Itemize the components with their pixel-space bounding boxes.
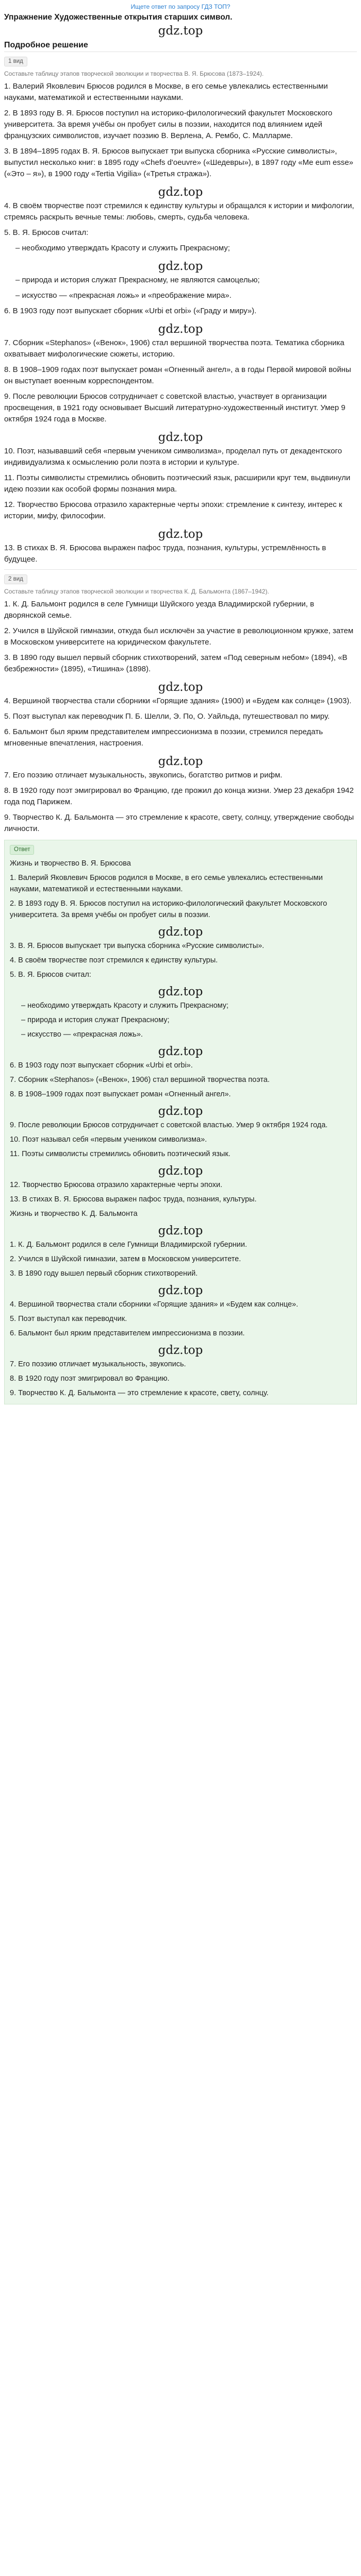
solution-paragraph: 8. В 1908–1909 годах поэт выпускает роман «Огненный ангел». — [10, 1090, 231, 1098]
solution-paragraph: 13. В стихах В. Я. Брюсова выражен пафос труда, познания, культуры. — [10, 1195, 257, 1204]
inline-watermark: gdz.top — [158, 1284, 203, 1297]
inline-watermark: gdz.top — [158, 1344, 203, 1357]
solution-paragraph: 12. Творчество Брюсова отразило характерные черты эпохи: стремление к синтезу, интерес к истории, мифу, философии. — [4, 500, 342, 520]
promo-link[interactable]: Ищете ответ по запросу ГДЗ ТОП? — [130, 3, 231, 10]
solution-paragraph: 4. Вершиной творчества стали сборники «Горящие здания» и «Будем как солнце». — [10, 1300, 299, 1309]
solution-paragraph: 4. В своём творчестве поэт стремился к единству культуры. — [10, 956, 218, 964]
solution-paragraph: 4. В своём творчестве поэт стремился к единству культуры и обращался к истории и мифологии, стремясь раскрыть вечные темы: любовь, смерть, судьба человека. — [4, 201, 354, 222]
solution-paragraph: 8. В 1920 году поэт эмигрировал во Францию. — [10, 1375, 170, 1383]
inline-watermark: gdz.top — [158, 1164, 203, 1178]
solution-paragraph: Жизнь и творчество В. Я. Брюсова — [10, 859, 131, 868]
solution-paragraph: 5. Поэт выступал как переводчик П. Б. Шелли, Э. По, О. Уайльда, путешествовал по миру. — [4, 712, 330, 721]
solution-paragraph: – искусство — «прекрасная ложь» и «преображение мира». — [15, 291, 232, 300]
solution-paragraph: 3. В. Я. Брюсов выпускает три выпуска сборника «Русские символисты». — [10, 942, 265, 950]
solution-paragraph: 1. Валерий Яковлевич Брюсов родился в Москве, в его семье увлекались естественными науками, математикой и естественными науками. — [4, 82, 328, 102]
solution-paragraph: 13. В стихах В. Я. Брюсова выражен пафос труда, познания, культуры, устремлённость в будущее. — [4, 544, 326, 564]
solution-paragraph: 1. К. Д. Бальмонт родился в селе Гумнищи Владимирской губернии. — [10, 1241, 248, 1249]
solution-paragraph: 10. Поэт называл себя «первым учеником символизма». — [10, 1136, 207, 1144]
solution-paragraph: 7. Сборник «Stephanos» («Венок», 1906) стал вершиной творчества поэта. Тематика сборника охватывает мифологические сюжеты, историю. — [4, 338, 344, 359]
solution-paragraph: 8. В 1920 году поэт эмигрировал во Францию, где прожил до конца жизни. Умер 23 декабря 1942 года под Парижем. — [4, 786, 354, 806]
solution-paragraph: 12. Творчество Брюсова отразило характерные черты эпохи. — [10, 1181, 223, 1189]
inline-watermark: gdz.top — [158, 323, 203, 336]
solution-paragraph: 9. Творчество К. Д. Бальмонта — это стремление к красоте, свету, солнцу, утверждение свободы личности. — [4, 813, 354, 833]
solution-paragraph: 1. Валерий Яковлевич Брюсов родился в Москве, в его семье увлекались естественными науками, математикой и естественными науками. — [10, 874, 323, 893]
solution-paragraph: 2. В 1893 году В. Я. Брюсов поступил на историко-филологический факультет Московского университета. За время учёбы он пробует силы в поэзии. — [10, 900, 327, 919]
inline-watermark: gdz.top — [158, 925, 203, 939]
solution-paragraph: Жизнь и творчество К. Д. Бальмонта — [10, 1210, 138, 1218]
solution-paragraph: – необходимо утверждать Красоту и служить Прекрасному; — [21, 1002, 229, 1010]
solution-paragraph: 5. Поэт выступал как переводчик. — [10, 1315, 127, 1323]
solution-paragraph: 10. Поэт, называвший себя «первым учеником символизма», проделал путь от декадентского индивидуализма к осмыслению роли поэта в истории и культуре. — [4, 447, 342, 467]
solution-paragraph: 5. В. Я. Брюсов считал: — [10, 971, 91, 979]
solution-paragraph: 3. В 1890 году вышел первый сборник стихотворений, затем «Под северным небом» (1894), «В безбрежности» (1895), «Тишина» (1898). — [4, 653, 348, 673]
solution-badge: Ответ — [10, 845, 34, 855]
inline-watermark: gdz.top — [158, 1105, 203, 1118]
solution-paragraph: 6. Бальмонт был ярким представителем импрессионизма в поэзии, стремился передать мгновенные впечатления, настроения. — [4, 727, 323, 748]
solution-paragraph: – природа и история служат Прекрасному, не являются самоцелью; — [15, 276, 260, 284]
inline-watermark: gdz.top — [158, 755, 203, 768]
solution-paragraph: 9. Творчество К. Д. Бальмонта — это стремление к красоте, свету, солнцу. — [10, 1389, 269, 1397]
solution-paragraph: 2. Учился в Шуйской гимназии, затем в Московском университете. — [10, 1255, 241, 1263]
solution-block — [4, 840, 357, 1404]
solution-intro: Составьте таблицу этапов творческой эволюции и творчества К. Д. Бальмонта (1867–1942). — [4, 588, 269, 595]
solution-paragraph: 3. В 1890 году вышел первый сборник стихотворений. — [10, 1269, 198, 1278]
solution-paragraph: 9. После революции Брюсов сотрудничает с советской властью, участвует в организации просвещения, в 1921 году основывает Высший литературно-художественный институт. Умер 9 октября 1924 года в Москве. — [4, 392, 346, 423]
solution-badge: 2 вид — [4, 574, 27, 584]
solution-paragraph: – природа и история служат Прекрасному; — [21, 1016, 170, 1024]
inline-watermark: gdz.top — [158, 431, 203, 444]
solution-block — [4, 569, 357, 835]
solution-paragraph: 9. После революции Брюсов сотрудничает с советской властью. Умер 9 октября 1924 года. — [10, 1121, 328, 1129]
inline-watermark: gdz.top — [158, 185, 203, 199]
inline-watermark: gdz.top — [158, 985, 203, 998]
solution-paragraph: 8. В 1908–1909 годах поэт выпускает роман «Огненный ангел», а в годы Первой мировой войны он выступает военным корреспондентом. — [4, 365, 351, 385]
solution-paragraph: 7. Его поэзию отличает музыкальность, звукопись. — [10, 1360, 186, 1368]
solution-paragraph: 6. Бальмонт был ярким представителем импрессионизма в поэзии. — [10, 1329, 245, 1337]
solution-paragraph: 5. В. Я. Брюсов считал: — [4, 228, 89, 237]
solution-intro: Составьте таблицу этапов творческой эволюции и творчества В. Я. Брюсова (1873–1924). — [4, 70, 264, 77]
solution-paragraph: 3. В 1894–1895 годах В. Я. Брюсов выпускает три выпуска сборника «Русские символисты», выпустил несколько книг: в 1895 году «Chefs d'oeuvre» («Шедевры»), в 1897 году «Me eum esse» («Это – я»), в 1900 году «Tertia Vigilia» («Третья стража»). — [4, 147, 354, 178]
inline-watermark: gdz.top — [158, 681, 203, 694]
solution-paragraph: 6. В 1903 году поэт выпускает сборник «Urbi et orbi». — [10, 1061, 193, 1070]
inline-watermark: gdz.top — [158, 1224, 203, 1238]
solution-block — [4, 52, 357, 565]
solution-paragraph: – необходимо утверждать Красоту и служить Прекрасному; — [15, 244, 230, 252]
solution-paragraph: 11. Поэты символисты стремились обновить поэтический язык. — [10, 1150, 231, 1158]
inline-watermark: gdz.top — [158, 528, 203, 541]
solution-paragraph: 1. К. Д. Бальмонт родился в селе Гумнищи Шуйского уезда Владимирской губернии, в дворянской семье. — [4, 600, 315, 620]
solution-paragraph: 4. Вершиной творчества стали сборники «Горящие здания» (1900) и «Будем как солнце» (1903). — [4, 697, 352, 705]
solution-paragraph: 2. Учился в Шуйской гимназии, откуда был исключён за участие в революционном кружке, затем в Московском университете на юридическом факультете. — [4, 626, 354, 647]
site-watermark: gdz.top — [158, 24, 203, 38]
solution-paragraph: 6. В 1903 году поэт выпускает сборник «Urbi et orbi» («Граду и миру»). — [4, 307, 257, 315]
solution-paragraph: 7. Сборник «Stephanos» («Венок», 1906) стал вершиной творчества поэта. — [10, 1076, 270, 1084]
section-heading: Подробное решение — [4, 41, 88, 49]
inline-watermark: gdz.top — [158, 260, 203, 273]
solution-paragraph: 2. В 1893 году В. Я. Брюсов поступил на историко-филологический факультет Московского университета. За время учёбы он пробует силы в поэзии, находится под влиянием идей французских символистов, изучает поэзию В. Верлена, А. Рембо, С. Малларме. — [4, 109, 333, 140]
inline-watermark: gdz.top — [158, 1045, 203, 1058]
solutions-container — [0, 52, 361, 1404]
page-title: Упражнение Художественные открытия старших символ. — [4, 13, 233, 22]
solution-paragraph: 7. Его поэзию отличает музыкальность, звукопись, богатство ритмов и рифм. — [4, 771, 283, 779]
solution-paragraph: – искусство — «прекрасная ложь». — [21, 1030, 143, 1039]
solution-badge: 1 вид — [4, 57, 27, 66]
solution-paragraph: 11. Поэты символисты стремились обновить поэтический язык, расширили круг тем, выдвинули идею поэзии как особой формы познания мира. — [4, 473, 351, 494]
